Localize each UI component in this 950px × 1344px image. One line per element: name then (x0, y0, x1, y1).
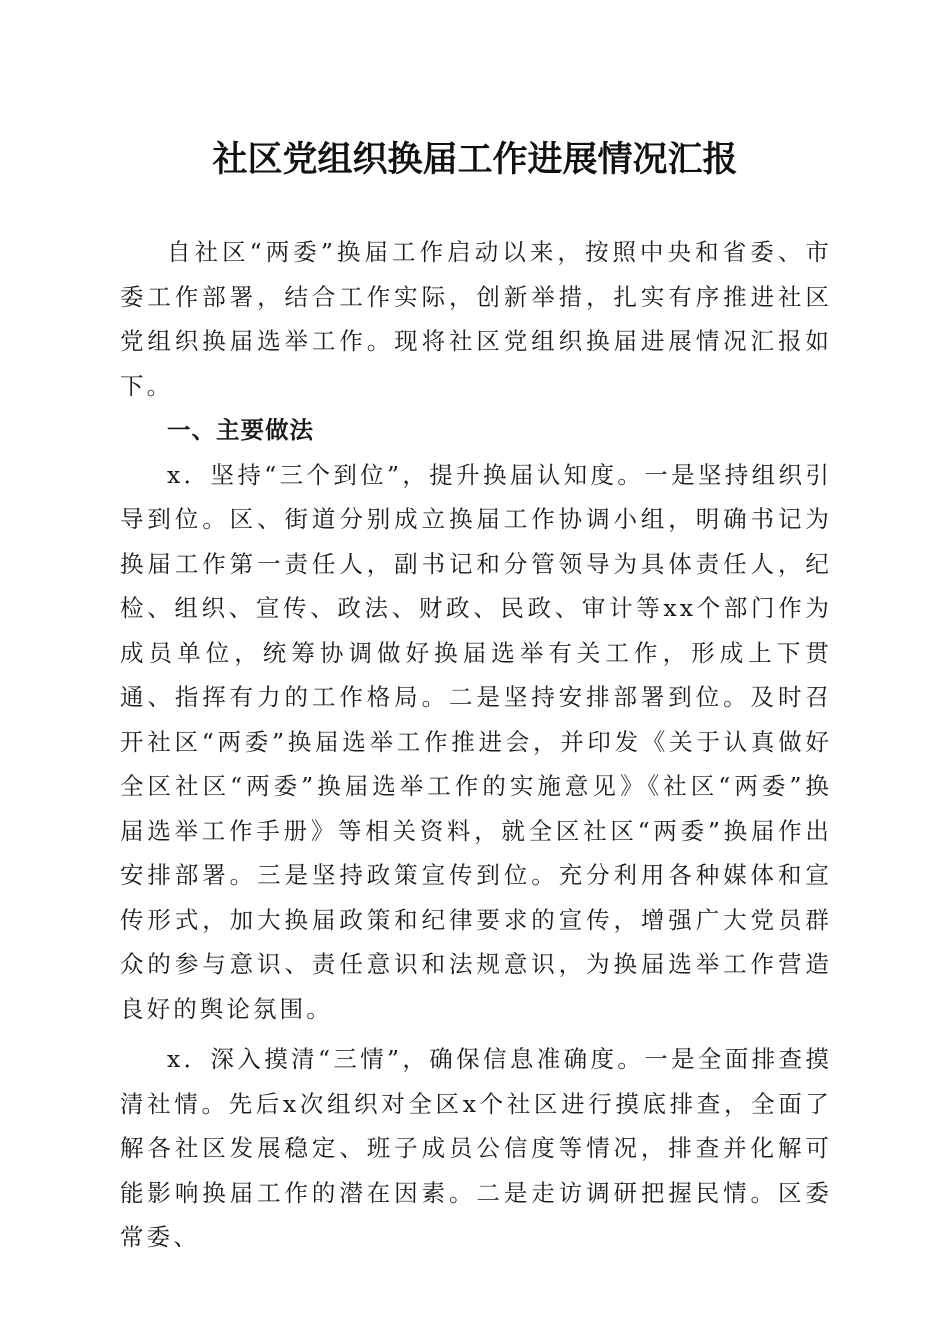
document-title: 社区党组织换届工作进展情况汇报 (212, 139, 738, 180)
body-paragraph: x．深入摸清“三情”，确保信息准确度。一是全面排查摸清社情。先后x次组织对全区x个社区进行摸底排查，全面了解各社区发展稳定、班子成员公信度等情况，排查并化解可能影响换届工作的潜在因素。二是走访调研把握民情。区委常委、 (120, 1045, 832, 1251)
document-body (120, 230, 832, 1260)
intro-paragraph: 自社区“两委”换届工作启动以来，按照中央和省委、市委工作部署，结合工作实际，创新举措，扎实有序推进社区党组织换届选举工作。现将社区党组织换届进展情况汇报如下。 (120, 238, 832, 400)
body-paragraph: x．坚持“三个到位”，提升换届认知度。一是坚持组织引导到位。区、街道分别成立换届工作协调小组，明确书记为换届工作第一责任人，副书记和分管领导为具体责任人，纪检、组织、宣传、政法、财政、民政、审计等xx个部门作为成员单位，统筹协调做好换届选举有关工作，形成上下贯通、指挥有力的工作格局。二是坚持安排部署到位。及时召开社区“两委”换届选举工作推进会，并印发《关于认真做好全区社区“两委”换届选举工作的实施意见》《社区“两委”换届选举工作手册》等相关资料，就全区社区“两委”换届作出安排部署。三是坚持政策宣传到位。充分利用各种媒体和宣传形式，加大换届政策和纪律要求的宣传，增强广大党员群众的参与意识、责任意识和法规意识，为换届选举工作营造良好的舆论氛围。 (120, 460, 832, 1023)
section-heading: 一、主要做法 (167, 416, 314, 444)
